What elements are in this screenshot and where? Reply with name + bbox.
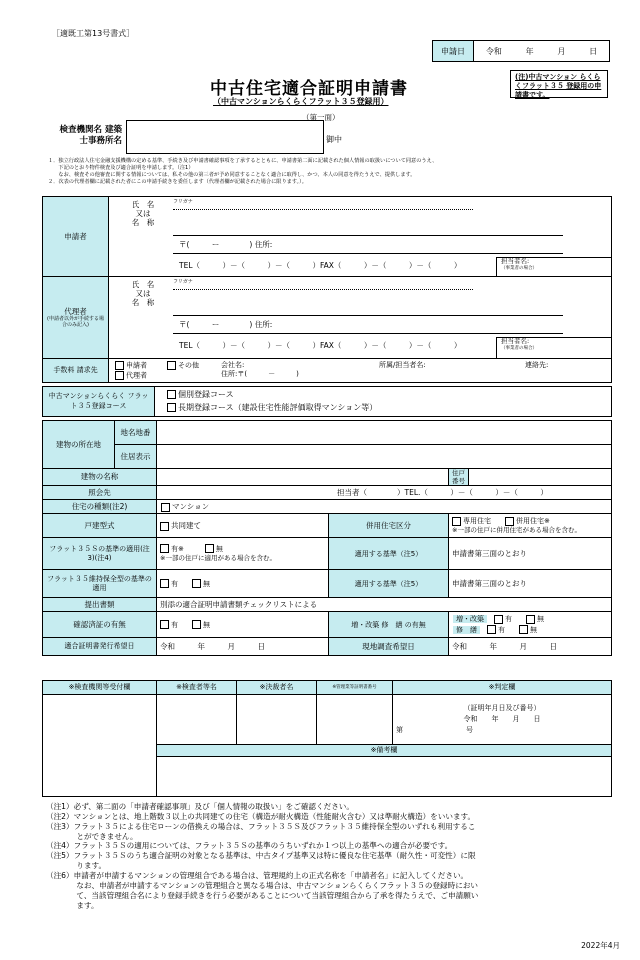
f35s-no[interactable] xyxy=(205,545,223,553)
submit-value: 別添の適合証明申請書類チェックリストによる xyxy=(157,598,612,612)
issue-date[interactable]: 令和 年 月 日 xyxy=(157,638,329,656)
note-line: （注1）必ず、第二面の「申請者確認事項」及び「個人情報の取扱い」をご確認ください。 xyxy=(46,802,354,811)
zip-text: 〒( ー ) xyxy=(179,320,253,329)
building-name-label: 建物の名称 xyxy=(43,469,157,486)
corp-label: 名 称 xyxy=(131,298,155,307)
f35m-no-label: 無 xyxy=(203,579,210,588)
form-type-opt[interactable] xyxy=(157,514,329,538)
agent-fields[interactable] xyxy=(109,277,612,359)
type-opt-label: マンション xyxy=(172,502,210,511)
office-receipt xyxy=(43,695,157,797)
intro-line: １．独立行政法人住宅金融支援機構の定める基準、手続き及び申請書確認事項を了承するとともに、申請書第二面に記載された個人情報の取扱いについて同意のうえ、 xyxy=(48,158,438,164)
date-day: 日 xyxy=(589,46,598,56)
mixed-note: ※一部の住戸に併用住宅がある場合を含む。 xyxy=(452,526,581,535)
building-table xyxy=(42,420,612,656)
page-title: 中古住宅適合証明申請書 xyxy=(210,79,408,99)
cert-label: （証明年月日及び番号） xyxy=(463,703,541,712)
course-label: 中古マンションらくらく フラット３５登録コース xyxy=(43,387,155,417)
note-line: （注4）フラット３５Ｓの適用については、フラット３５Ｓの基準のうちいずれか１つ以上の基準への適合が必要です。 xyxy=(46,841,453,851)
intro-line: ２．次表の代理者欄に記載された者にこの申請手続きを委任します（代理者欄が記載された場合に限ります。）。 xyxy=(48,179,307,186)
survey-date[interactable]: 令和 年 月 日 xyxy=(449,638,612,656)
fee-opt-applicant[interactable] xyxy=(115,361,147,371)
lot-input[interactable] xyxy=(157,421,612,445)
contact-note: （事業者の場合） xyxy=(501,345,537,351)
fee-fields[interactable] xyxy=(109,359,612,383)
confirm-yes[interactable] xyxy=(160,621,178,629)
note-line: とができません。 xyxy=(46,831,138,841)
f35s-std: 申請書第三面のとおり xyxy=(449,538,612,570)
mixed-opt2[interactable] xyxy=(505,517,550,525)
addr-label: 住居表示 xyxy=(115,445,157,469)
date-era: 令和 xyxy=(485,46,502,56)
office-h3: ※決裁者名 xyxy=(237,681,317,695)
management-contact[interactable]: 担当者（ ）TEL.（ ）－（ ）－（ ） xyxy=(157,486,612,500)
agent-label: 代理者 xyxy=(64,307,87,316)
fee-label: 手数料 請求先 xyxy=(43,359,109,383)
tel-fax[interactable]: TEL（ ）－（ ）－（ ）FAX（ ）－（ ）－（ ） xyxy=(179,341,462,350)
remarks-box xyxy=(157,757,612,797)
f35m-label: フラット３５維持保全型の基準の適用 xyxy=(43,570,157,598)
confirm-yes-label: 有 xyxy=(171,620,178,629)
office-h1: ※検査機関等受付欄 xyxy=(43,681,157,695)
f35m-yes-label: 有 xyxy=(171,579,178,588)
location-label: 建物の所在地 xyxy=(43,421,115,469)
page-subtitle: （中古マンションらくらくフラット３５登録用） xyxy=(213,97,389,106)
fee-opt1-label: 申請者 xyxy=(126,361,147,370)
fee-addr: 住所:〒( － ) xyxy=(221,370,299,379)
f35m-yes[interactable] xyxy=(160,580,178,588)
corp-label: 名 称 xyxy=(131,218,155,227)
f35s-note: ※一部の住戸に適用がある場合を含む。 xyxy=(160,554,276,563)
date-year: 年 xyxy=(525,46,534,56)
lot-label: 地名地番 xyxy=(115,421,157,445)
ext2-no[interactable] xyxy=(519,626,537,634)
f35s-label: フラット３５Ｓの基準の適用(注3)(注4) xyxy=(43,538,157,570)
course-opt-long[interactable] xyxy=(167,402,608,415)
furigana-label: フリガナ xyxy=(173,199,193,205)
note-line: ります。 xyxy=(46,861,107,871)
intro-text xyxy=(48,158,608,186)
intro-line: 下記のとおり物件検査及び適合証明を申請します。（注1） xyxy=(48,165,194,172)
note-line: （注5）フラット３５Ｓのうち適合証明の対象となる基準は、中古タイプ基準又は特に優良な住宅基準（耐久性・可変性）に限 xyxy=(46,851,476,861)
mixed-o1-label: 専用住宅 xyxy=(463,517,491,526)
office-inspector xyxy=(157,695,237,745)
addr-input[interactable] xyxy=(157,445,612,469)
f35s-std-label: 適用する基準（注5） xyxy=(329,538,449,570)
management-label: 照会先 xyxy=(43,486,157,500)
building-name-input[interactable] xyxy=(157,469,449,486)
contact-label: 担当者名: xyxy=(501,257,530,265)
ext1-no[interactable] xyxy=(526,615,544,623)
zip-text: 〒( ー ) xyxy=(179,240,253,249)
ext2-label: 修 繕 xyxy=(453,626,480,634)
course-opt1-label: 個別登録コース xyxy=(178,389,234,399)
stamp-note: (注)中古マンション らくらくフラット３５ 登録用の申請書です。 xyxy=(510,70,608,98)
name-label: 氏 名 xyxy=(131,280,155,289)
address-label: 住所: xyxy=(254,320,273,329)
office-h2: ※検査者等名 xyxy=(157,681,237,695)
ext1-no-label: 無 xyxy=(537,615,544,624)
ext1-yes[interactable] xyxy=(494,615,512,623)
note-line: ます。 xyxy=(46,900,99,910)
applicant-table xyxy=(42,196,612,383)
tel-fax[interactable]: TEL（ ）－（ ）－（ ）FAX（ ）－（ ）－（ ） xyxy=(179,261,462,270)
page-label: （第一面） xyxy=(302,113,340,122)
ext1-yes-label: 有 xyxy=(505,615,512,624)
f35m-std: 申請書第三面のとおり xyxy=(449,570,612,598)
fee-dept: 所属/担当者名: xyxy=(379,361,426,369)
cert-no: 第 号 xyxy=(396,726,473,735)
room-label: 住戸番号 xyxy=(449,469,469,486)
mixed-o2-label: 併用住宅※ xyxy=(516,517,550,526)
fee-opt-other[interactable] xyxy=(167,361,199,370)
ext2-yes-label: 有 xyxy=(498,625,505,634)
office-cert-no xyxy=(317,695,393,745)
note-line: （注2）マンションとは、地上階数３以上の共同建ての住宅（構造が耐火構造（性能耐火含む）又は準耐火構造）をいいます。 xyxy=(46,811,476,821)
type-opt[interactable] xyxy=(157,500,612,514)
gochu: 御中 xyxy=(326,135,342,144)
intro-line: なお、検査その他審査に関する情報については、私その他の第三者が予め同意することなく適合に取得し、かつ、本人の同意を得たうえで、提供します。 xyxy=(48,172,416,179)
ext-label: 増・改築 修 繕 の有無 xyxy=(329,612,449,638)
form-code: ［適既工第13号書式］ xyxy=(52,29,135,38)
form-type-opt-label: 共同建て xyxy=(171,521,201,530)
f35s-yes-label: 有※ xyxy=(171,544,184,553)
note-line: なお、申請者が申請するマンションの管理組合と異なる場合は、中古マンションらくらくフラット３５の登録時におい xyxy=(46,880,479,890)
note-line: （注3）フラット３５による住宅ローンの借換えの場合は、フラット３５Ｓ及びフラット３５維持保全型のいずれも利用するこ xyxy=(46,821,476,831)
or-label: 又は xyxy=(135,209,151,218)
fee-opt-agent[interactable] xyxy=(115,371,147,381)
office-table xyxy=(42,680,612,797)
office-h5: ※判定欄 xyxy=(393,681,612,695)
name-label: 氏 名 xyxy=(131,200,155,209)
inspection-body-label: 検査機関名 建築士事務所名 xyxy=(59,125,122,147)
inspection-body-input[interactable] xyxy=(126,120,324,154)
date-label: 申請日 xyxy=(433,41,474,61)
survey-label: 現地調査希望日 xyxy=(329,638,449,656)
mixed-opt1[interactable] xyxy=(452,517,491,525)
furigana-label: フリガナ xyxy=(173,279,193,285)
contact-label: 担当者名: xyxy=(501,337,530,345)
issue-label: 適合証明書発行希望日 xyxy=(43,638,157,656)
ext2-no-label: 無 xyxy=(530,625,537,634)
type-label: 住宅の種類(注2) xyxy=(43,500,157,514)
confirm-no[interactable] xyxy=(192,621,210,629)
date-box xyxy=(432,40,610,62)
mixed-label: 併用住宅区分 xyxy=(329,514,449,538)
ext1-label: 増・改築 xyxy=(453,615,487,623)
cert-date: 令和 年 月 日 xyxy=(463,714,541,723)
course-opt-individual[interactable] xyxy=(167,389,608,402)
notes xyxy=(46,802,616,910)
applicant-fields[interactable] xyxy=(109,197,612,277)
fee-opt2-label: 代理者 xyxy=(126,371,147,380)
applicant-label: 申請者 xyxy=(43,197,109,277)
fee-opt3-label: その他 xyxy=(178,361,199,370)
note-line: （注6）申請者が申請するマンションの管理組合である場合は、管理規約上の正式名称を「申請者名」に記入してください。 xyxy=(46,871,469,881)
date-month: 月 xyxy=(557,46,566,56)
ext2-yes[interactable] xyxy=(487,626,505,634)
f35s-no-label: 無 xyxy=(215,544,223,553)
f35m-std-label: 適用する基準（注5） xyxy=(329,570,449,598)
or-label: 又は xyxy=(135,289,151,298)
confirm-label: 確認済証の有無 xyxy=(43,612,157,638)
confirm-no-label: 無 xyxy=(203,620,210,629)
contact-note: （事業者の場合） xyxy=(501,265,537,271)
remarks-label: ※備考欄 xyxy=(157,745,612,757)
address-label: 住所: xyxy=(254,240,273,249)
note-line: て、当該管理組合名により登録手続きを行う必要があることについて当該管理組合から了承を得たうえで、ご申請願い xyxy=(46,890,479,900)
f35s-yes[interactable] xyxy=(160,545,184,553)
agent-note: (申請者以外が手続する場合のみ記入) xyxy=(47,316,104,328)
room-input[interactable] xyxy=(469,469,612,486)
fee-company: 会社名: xyxy=(221,361,245,369)
applicant-zip[interactable] xyxy=(179,240,272,249)
agent-label-cell xyxy=(43,277,109,359)
office-h4: ※管理業等証明書番号 xyxy=(317,681,393,695)
office-approver xyxy=(237,695,317,745)
footer-date: 2022年4月 xyxy=(581,941,620,950)
form-type-label: 戸建型式 xyxy=(43,514,157,538)
course-table xyxy=(42,386,612,417)
submit-label: 提出書類 xyxy=(43,598,157,612)
fee-contact: 連絡先: xyxy=(525,361,549,369)
course-opt2-label: 長期登録コース（建設住宅性能評価取得マンション等） xyxy=(178,402,378,412)
f35m-no[interactable] xyxy=(192,580,210,588)
